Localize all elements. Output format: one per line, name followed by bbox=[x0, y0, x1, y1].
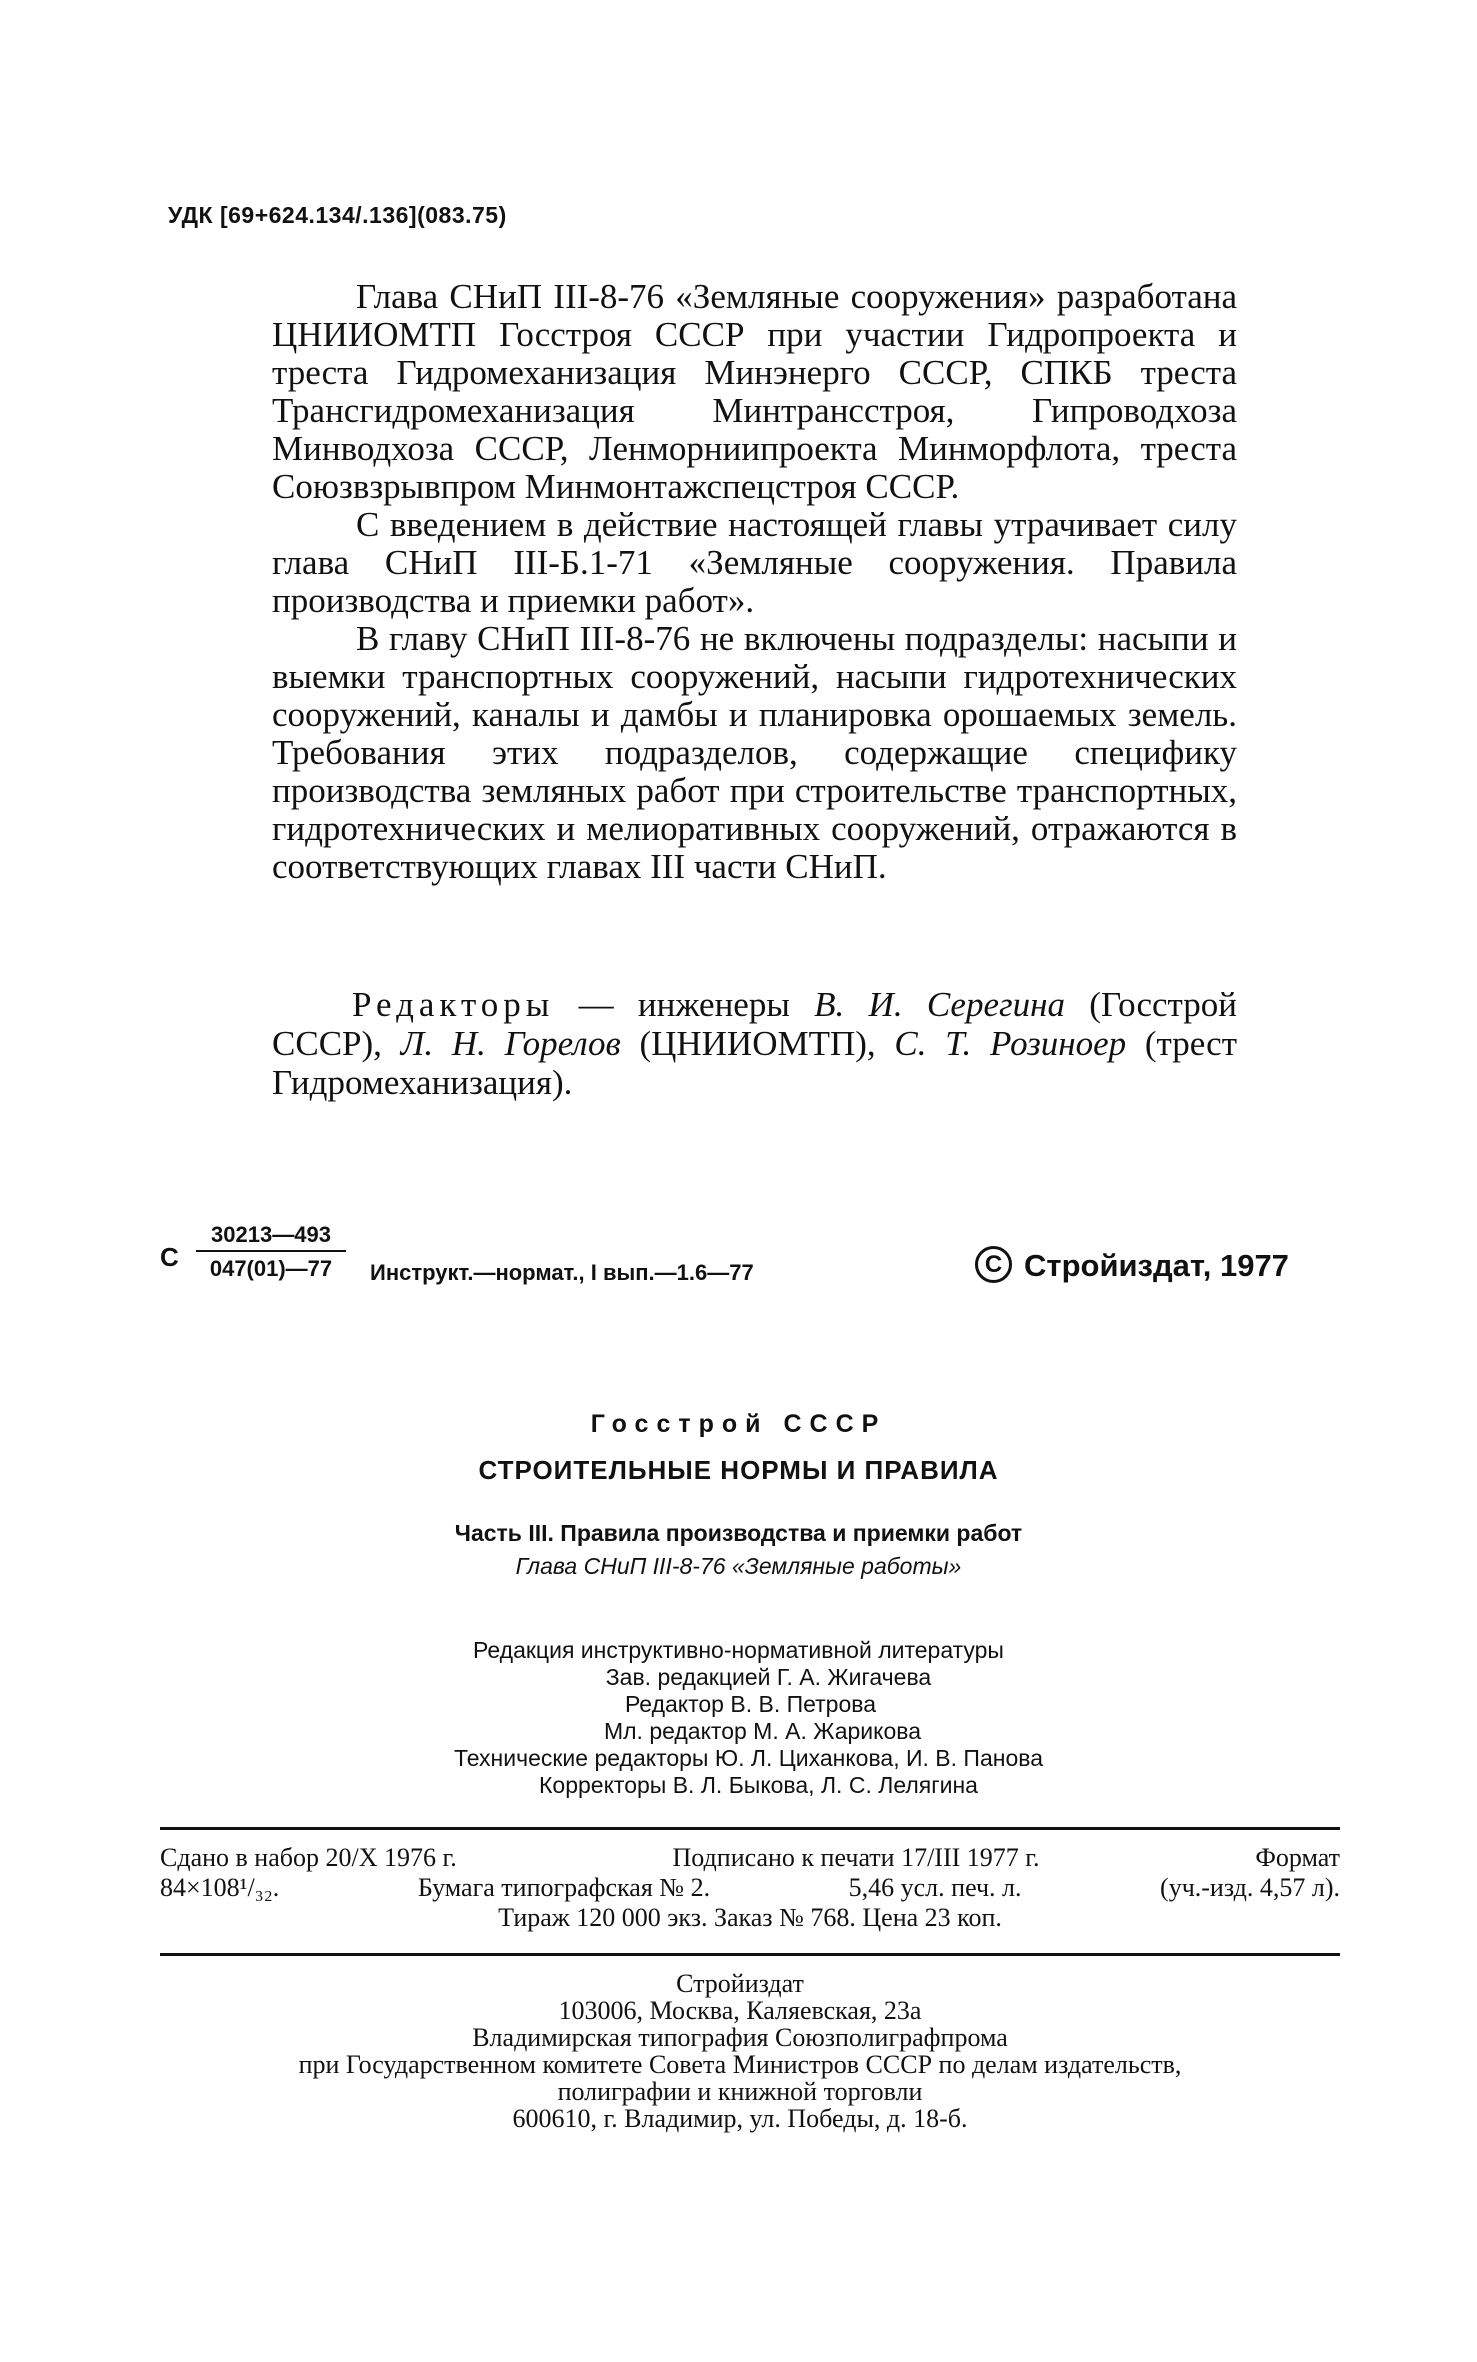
copyright-icon: C bbox=[975, 1246, 1012, 1283]
divider bbox=[160, 1953, 1340, 1956]
norms-title: СТРОИТЕЛЬНЫЕ НОРМЫ И ПРАВИЛА bbox=[478, 1455, 999, 1485]
print-sheets: 5,46 усл. печ. л. bbox=[848, 1873, 1022, 1902]
copyright-text: Стройиздат, 1977 bbox=[1024, 1248, 1289, 1283]
print-paper: Бумага типографская № 2. bbox=[417, 1873, 711, 1902]
print-format: 84×108¹/₃₂. bbox=[160, 1873, 280, 1902]
part-title: Часть III. Правила производства и приемки работ bbox=[454, 1520, 1023, 1546]
organization-title: Госстрой СССР bbox=[590, 1410, 887, 1438]
udk-code: УДК [69+624.134/.136](083.75) bbox=[168, 202, 507, 228]
print-row bbox=[160, 1903, 1340, 1933]
print-signed: Подписано к печати 17/III 1977 г. bbox=[672, 1843, 1040, 1872]
publisher-line: полиграфии и книжной торговли bbox=[557, 2077, 923, 2106]
publisher-line: 103006, Москва, Каляевская, 23а bbox=[558, 1996, 922, 2025]
editor-name: Л. Н. Горелов bbox=[400, 1024, 621, 1063]
editors-dash: — инженеры bbox=[554, 985, 815, 1024]
intro-text bbox=[272, 278, 1237, 886]
intro-paragraph: Глава СНиП III-8-76 «Земляные сооружения» разработана ЦНИИОМТП Госстроя СССР при участии Гидропроекта и треста Гидромеханизация Минэнерго СССР, СПКБ треста Трансгидромеханизация Минтрансстроя, Гипроводхоза Минводхоза СССР, Ленморниипроекта Минморфлота, треста Союзвзрывпром Минмонтажспецстроя СССР. bbox=[272, 277, 1237, 506]
credits-block bbox=[0, 1637, 1477, 1799]
credit-line: Корректоры В. Л. Быкова, Л. С. Лелягина bbox=[539, 1772, 978, 1798]
credit-line: Мл. редактор М. А. Жарикова bbox=[603, 1718, 922, 1744]
credit-line: Редакция инструктивно-нормативной литературы bbox=[473, 1637, 1004, 1663]
publisher-line: Стройиздат bbox=[676, 1969, 804, 1998]
publisher-line: при Государственном комитете Совета Министров СССР по делам издательств, bbox=[298, 2050, 1182, 2079]
print-pub-sheets: (уч.-изд. 4,57 л). bbox=[1160, 1873, 1340, 1902]
editor-name: В. И. Серегина bbox=[814, 985, 1066, 1024]
index-denominator: 047(01)—77 bbox=[209, 1256, 333, 1281]
index-fraction bbox=[196, 1222, 346, 1282]
chapter-title: Глава СНиП III-8-76 «Земляные работы» bbox=[515, 1553, 962, 1579]
credit-line: Технические редакторы Ю. Л. Циханкова, И. В. Панова bbox=[454, 1745, 1043, 1771]
intro-paragraph: В главу СНиП III-8-76 не включены подразделы: насыпи и выемки транспортных сооружений, насыпи гидротехнических сооружений, каналы и дамбы и планировка орошаемых земель. Требования этих подразделов, содержащие специфику производства земляных работ при строительстве транспортных, гидротехнических и мелиоративных сооружений, отражаются в соответствующих главах III части СНиП. bbox=[272, 619, 1237, 886]
print-row bbox=[160, 1873, 1340, 1903]
credit-line: Редактор В. В. Петрова bbox=[624, 1691, 877, 1717]
print-row bbox=[160, 1843, 1340, 1873]
index-letter: С bbox=[160, 1242, 179, 1272]
editor-org: (ЦНИИОМТП), bbox=[620, 1024, 895, 1063]
print-format-label: Формат bbox=[1255, 1843, 1340, 1872]
print-submitted: Сдано в набор 20/X 1976 г. bbox=[160, 1843, 457, 1872]
publisher-line: Владимирская типография Союзполиграфпрома bbox=[472, 2023, 1008, 2052]
instruction-code: Инструкт.—нормат., I вып.—1.6—77 bbox=[370, 1260, 754, 1285]
divider bbox=[160, 1827, 1340, 1830]
editors-label: Редакторы bbox=[352, 985, 555, 1024]
editors-paragraph bbox=[272, 985, 1237, 1102]
editor-org: (трест Гидромеханизация). bbox=[272, 1024, 1237, 1102]
credit-line: Зав. редакцией Г. А. Жигачева bbox=[605, 1664, 932, 1690]
index-numerator: 30213—493 bbox=[196, 1222, 346, 1252]
publisher-block bbox=[140, 1970, 1340, 2132]
print-run: Тираж 120 000 экз. Заказ № 768. Цена 23 коп. bbox=[498, 1903, 1002, 1932]
intro-paragraph: С введением в действие настоящей главы утрачивает силу глава СНиП III-Б.1-71 «Земляные сооружения. Правила производства и приемки работ». bbox=[272, 505, 1237, 620]
editor-name: С. Т. Розиноер bbox=[894, 1024, 1127, 1063]
editor-org: (Госстрой СССР), bbox=[272, 985, 1237, 1063]
publisher-line: 600610, г. Владимир, ул. Победы, д. 18-б. bbox=[512, 2104, 968, 2133]
copyright-line bbox=[975, 1248, 1289, 1286]
print-info bbox=[160, 1843, 1340, 1933]
